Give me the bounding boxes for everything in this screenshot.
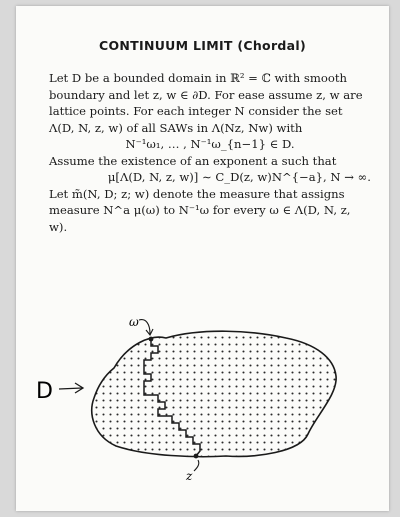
z-arrow [194, 460, 199, 471]
label-omega: ω [129, 315, 139, 329]
domain-arrow [59, 388, 82, 389]
slide-body [49, 70, 371, 235]
label-z: z [186, 469, 193, 483]
paragraph-assumption: Assume the existence of an exponent a such that [49, 153, 337, 168]
label-domain: D [36, 379, 53, 404]
omega-arrow [139, 320, 150, 334]
start-point [149, 337, 154, 342]
end-point [194, 454, 199, 459]
equation-asymptotic: μ[Λ(D, N, z, w)] ∼ C_D(z, w)N^{−a}, N → ∞. [107, 170, 371, 184]
paragraph-measure: Let m̃(N, D; z; w) denote the measure that assigns measure N^a μ(ω) to N⁻¹ω for every ω ∈ Λ(D, N, z, w). [49, 186, 351, 234]
page-title: CONTINUUM LIMIT (Chordal) [99, 38, 306, 53]
paragraph-definition: Let D be a bounded domain in ℝ² = ℂ with smooth boundary and let z, w ∈ ∂D. For ease assume z, w are lattice points. For each integer N consider the set Λ(D, N, z, w) of all SAWs in Λ(Nz, Nw) with [49, 71, 363, 135]
slide-page [16, 6, 389, 511]
equation-scaled-walk: N⁻¹ω₁, … , N⁻¹ω_{n−1} ∈ D. [125, 137, 295, 151]
domain-figure [16, 306, 389, 486]
